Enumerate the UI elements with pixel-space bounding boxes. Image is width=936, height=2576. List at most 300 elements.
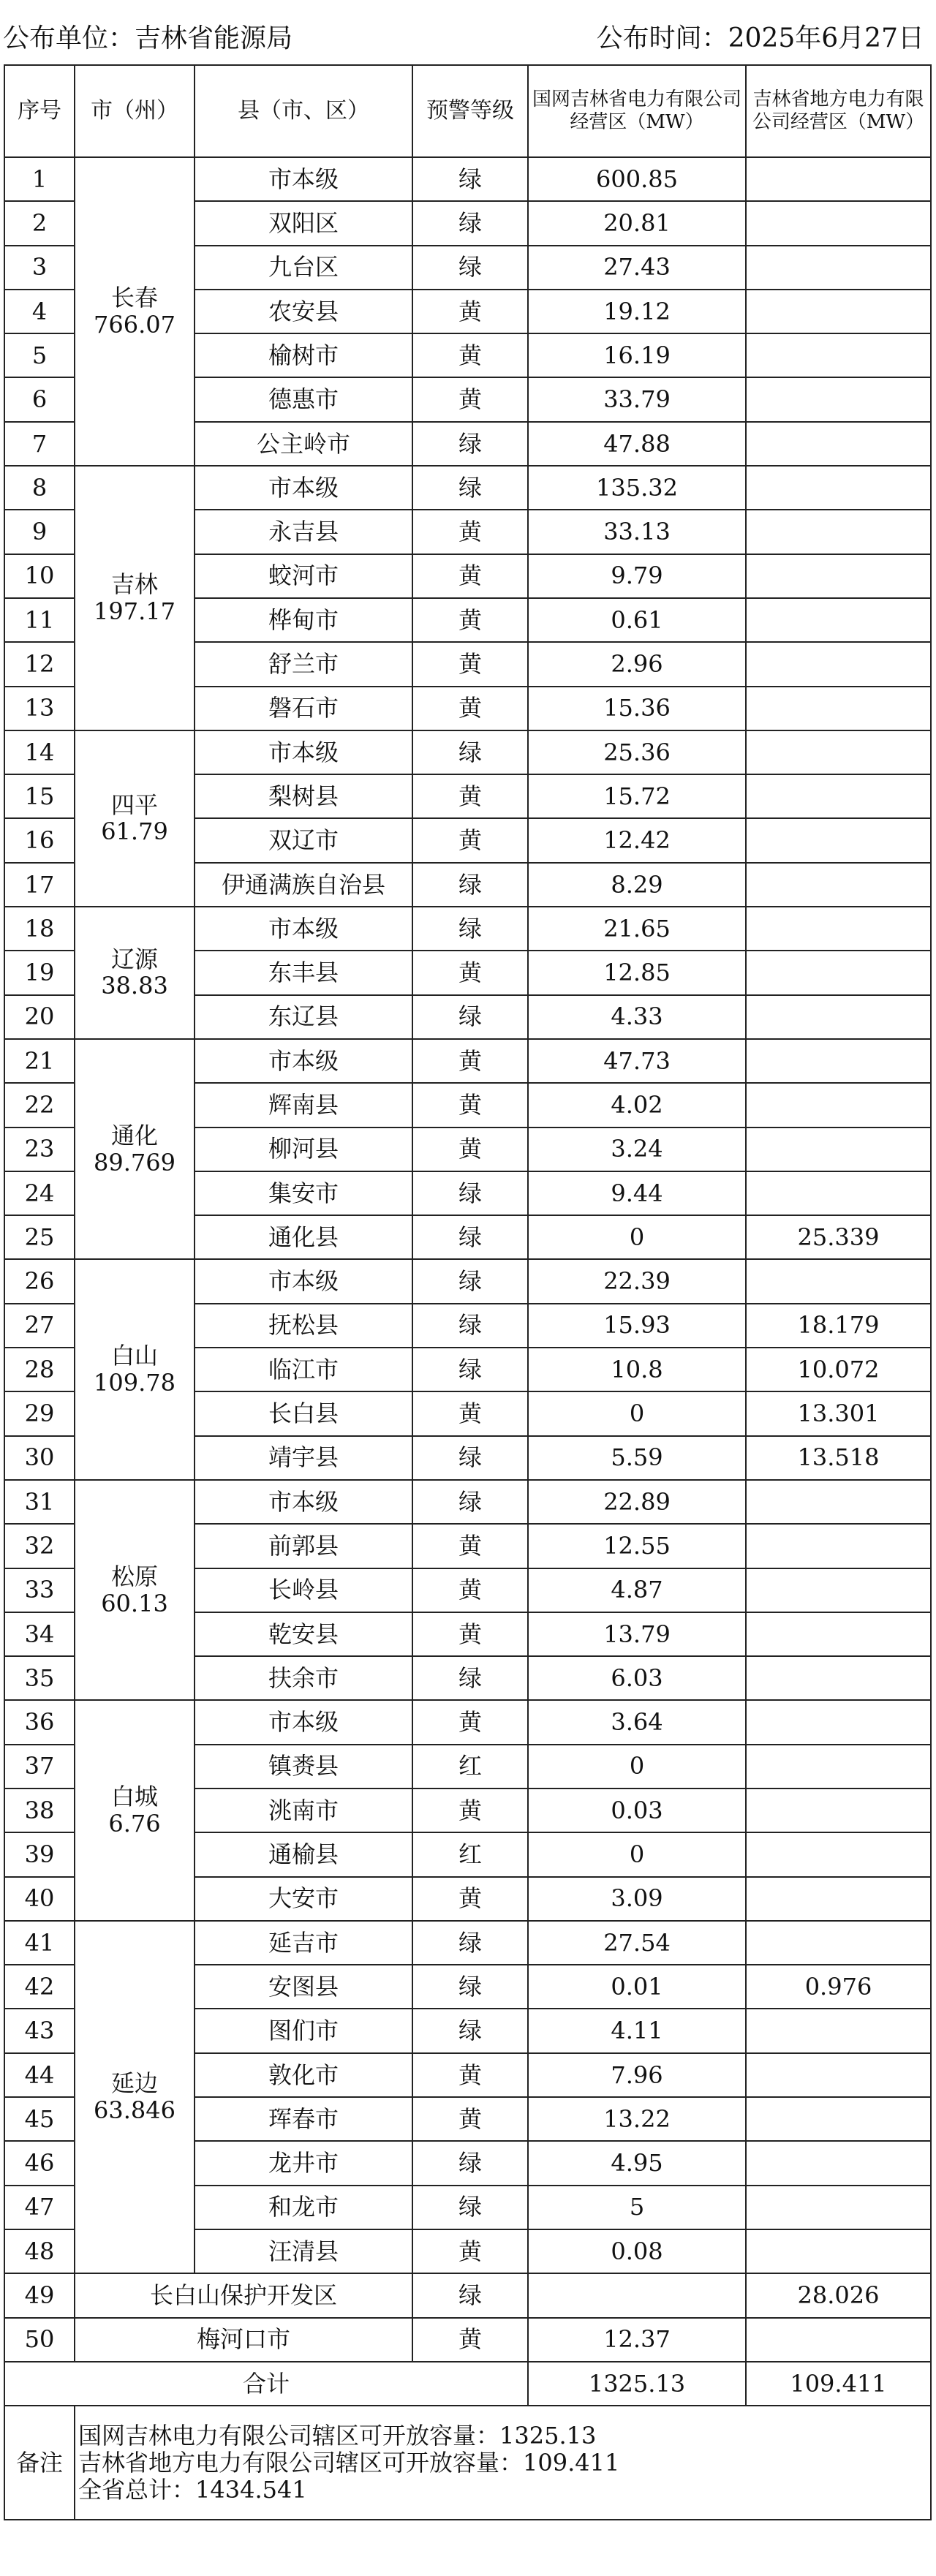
county-name: 伊通满族自治县 — [195, 863, 412, 907]
row-seq: 35 — [4, 1656, 75, 1700]
row-seq: 29 — [4, 1391, 75, 1435]
row-seq: 16 — [4, 818, 75, 862]
table-row — [4, 466, 931, 510]
local-grid-capacity: 10.072 — [746, 1348, 931, 1391]
district-name: 长白山保护开发区 — [75, 2273, 412, 2317]
row-seq: 1 — [4, 157, 75, 201]
local-grid-capacity — [746, 2097, 931, 2141]
county-name: 龙井市 — [195, 2141, 412, 2185]
row-seq: 17 — [4, 863, 75, 907]
county-name: 舒兰市 — [195, 642, 412, 686]
county-name: 汪清县 — [195, 2229, 412, 2273]
city-total: 61.79 — [101, 817, 168, 846]
city-cell — [75, 1259, 195, 1479]
total-label: 合计 — [4, 2362, 528, 2406]
row-seq: 22 — [4, 1083, 75, 1127]
state-grid-capacity: 47.88 — [528, 422, 746, 466]
local-grid-capacity — [746, 1789, 931, 1832]
local-grid-capacity — [746, 1877, 931, 1921]
table-row — [4, 1700, 931, 1744]
warning-level: 黄 — [412, 1612, 528, 1656]
city-cell — [75, 730, 195, 907]
local-grid-capacity — [746, 2229, 931, 2273]
row-seq: 26 — [4, 1259, 75, 1303]
notes-row — [4, 2406, 931, 2520]
row-seq: 45 — [4, 2097, 75, 2141]
county-name: 镇赉县 — [195, 1745, 412, 1789]
row-seq: 14 — [4, 730, 75, 774]
county-name: 延吉市 — [195, 1921, 412, 1965]
state-grid-capacity: 15.36 — [528, 687, 746, 730]
local-grid-capacity — [746, 863, 931, 907]
warning-level: 绿 — [412, 1215, 528, 1259]
city-cell — [75, 907, 195, 1039]
warning-level: 黄 — [412, 2318, 528, 2362]
county-name: 德惠市 — [195, 377, 412, 421]
warning-level: 绿 — [412, 1171, 528, 1215]
local-grid-capacity — [746, 1568, 931, 1612]
warning-level: 绿 — [412, 1965, 528, 2009]
row-seq: 47 — [4, 2186, 75, 2229]
row-seq: 21 — [4, 1039, 75, 1083]
local-grid-capacity — [746, 687, 931, 730]
row-seq: 24 — [4, 1171, 75, 1215]
table-header-row — [4, 65, 931, 157]
county-name: 市本级 — [195, 730, 412, 774]
county-name: 长岭县 — [195, 1568, 412, 1612]
county-name: 双辽市 — [195, 818, 412, 862]
warning-level: 黄 — [412, 687, 528, 730]
warning-level: 绿 — [412, 1259, 528, 1303]
county-name: 桦甸市 — [195, 598, 412, 642]
local-grid-capacity: 0.976 — [746, 1965, 931, 2009]
county-name: 蛟河市 — [195, 554, 412, 598]
local-grid-capacity — [746, 2053, 931, 2097]
city-cell — [75, 157, 195, 466]
state-grid-capacity: 6.03 — [528, 1656, 746, 1700]
state-grid-capacity: 4.87 — [528, 1568, 746, 1612]
state-grid-capacity: 0.08 — [528, 2229, 746, 2273]
warning-level: 绿 — [412, 157, 528, 201]
city-name: 通化 — [110, 1121, 158, 1149]
row-seq: 46 — [4, 2141, 75, 2185]
warning-level: 绿 — [412, 2186, 528, 2229]
county-name: 安图县 — [195, 1965, 412, 2009]
county-name: 东辽县 — [195, 995, 412, 1039]
state-grid-capacity: 22.89 — [528, 1480, 746, 1524]
local-grid-capacity — [746, 1480, 931, 1524]
row-seq: 33 — [4, 1568, 75, 1612]
warning-level: 绿 — [412, 1480, 528, 1524]
warning-level: 红 — [412, 1745, 528, 1789]
row-seq: 44 — [4, 2053, 75, 2097]
local-grid-capacity: 18.179 — [746, 1304, 931, 1348]
row-seq: 20 — [4, 995, 75, 1039]
state-grid-capacity: 12.37 — [528, 2318, 746, 2362]
warning-level: 黄 — [412, 510, 528, 554]
table-row — [4, 2318, 931, 2362]
warning-level: 绿 — [412, 863, 528, 907]
state-grid-capacity: 600.85 — [528, 157, 746, 201]
city-name: 白山 — [110, 1342, 158, 1370]
state-grid-capacity: 22.39 — [528, 1259, 746, 1303]
table-row — [4, 2273, 931, 2317]
row-seq: 49 — [4, 2273, 75, 2317]
city-cell — [75, 1039, 195, 1259]
local-grid-capacity: 13.301 — [746, 1391, 931, 1435]
warning-level: 绿 — [412, 2141, 528, 2185]
warning-level: 绿 — [412, 466, 528, 510]
local-grid-capacity — [746, 730, 931, 774]
state-grid-capacity: 135.32 — [528, 466, 746, 510]
state-grid-capacity: 0 — [528, 1215, 746, 1259]
city-total: 197.17 — [94, 597, 176, 625]
city-name: 松原 — [110, 1562, 158, 1590]
county-name: 双阳区 — [195, 201, 412, 245]
county-name: 通化县 — [195, 1215, 412, 1259]
county-name: 通榆县 — [195, 1832, 412, 1876]
county-name: 市本级 — [195, 1259, 412, 1303]
notes-label: 备注 — [4, 2406, 75, 2520]
warning-level: 黄 — [412, 290, 528, 333]
state-grid-capacity: 9.44 — [528, 1171, 746, 1215]
state-grid-capacity: 0 — [528, 1745, 746, 1789]
row-seq: 38 — [4, 1789, 75, 1832]
row-seq: 40 — [4, 1877, 75, 1921]
row-seq: 34 — [4, 1612, 75, 1656]
local-grid-capacity: 28.026 — [746, 2273, 931, 2317]
county-name: 长白县 — [195, 1391, 412, 1435]
row-seq: 8 — [4, 466, 75, 510]
col-header-level: 预警等级 — [412, 65, 528, 157]
state-grid-capacity: 33.79 — [528, 377, 746, 421]
row-seq: 13 — [4, 687, 75, 730]
local-grid-capacity — [746, 510, 931, 554]
state-grid-capacity: 9.79 — [528, 554, 746, 598]
county-name: 前郭县 — [195, 1524, 412, 1568]
county-name: 图们市 — [195, 2009, 412, 2052]
city-name: 延边 — [110, 2069, 158, 2098]
local-grid-capacity — [746, 1259, 931, 1303]
local-grid-capacity — [746, 377, 931, 421]
local-grid-capacity — [746, 2186, 931, 2229]
local-grid-capacity — [746, 951, 931, 994]
local-grid-capacity — [746, 2141, 931, 2185]
county-name: 大安市 — [195, 1877, 412, 1921]
table-row — [4, 1039, 931, 1083]
state-grid-capacity: 10.8 — [528, 1348, 746, 1391]
warning-level: 黄 — [412, 951, 528, 994]
warning-level: 绿 — [412, 907, 528, 951]
city-name: 四平 — [110, 790, 158, 819]
local-grid-capacity — [746, 1128, 931, 1171]
row-seq: 2 — [4, 201, 75, 245]
warning-level: 黄 — [412, 1524, 528, 1568]
county-name: 东丰县 — [195, 951, 412, 994]
state-grid-capacity: 20.81 — [528, 201, 746, 245]
warning-level: 绿 — [412, 201, 528, 245]
local-grid-capacity — [746, 642, 931, 686]
state-grid-capacity: 27.54 — [528, 1921, 746, 1965]
row-seq: 30 — [4, 1436, 75, 1480]
warning-level: 黄 — [412, 598, 528, 642]
state-grid-capacity: 5 — [528, 2186, 746, 2229]
table-body — [4, 157, 931, 2520]
city-cell — [75, 466, 195, 730]
row-seq: 43 — [4, 2009, 75, 2052]
local-grid-capacity — [746, 1656, 931, 1700]
county-name: 市本级 — [195, 1480, 412, 1524]
local-grid-capacity — [746, 157, 931, 201]
local-grid-capacity — [746, 1921, 931, 1965]
state-grid-capacity: 47.73 — [528, 1039, 746, 1083]
county-name: 洮南市 — [195, 1789, 412, 1832]
warning-level: 黄 — [412, 818, 528, 862]
row-seq: 42 — [4, 1965, 75, 2009]
warning-level: 黄 — [412, 2053, 528, 2097]
row-seq: 3 — [4, 246, 75, 290]
row-seq: 4 — [4, 290, 75, 333]
warning-level: 绿 — [412, 2009, 528, 2052]
state-grid-capacity: 0.01 — [528, 1965, 746, 2009]
county-name: 梨树县 — [195, 774, 412, 818]
row-seq: 27 — [4, 1304, 75, 1348]
table-row — [4, 1259, 931, 1303]
col-header-state-grid: 国网吉林省电力有限公司经营区（MW） — [528, 65, 746, 157]
warning-level: 绿 — [412, 1304, 528, 1348]
state-grid-capacity: 21.65 — [528, 907, 746, 951]
state-grid-capacity: 16.19 — [528, 333, 746, 377]
warning-level: 绿 — [412, 2273, 528, 2317]
row-seq: 23 — [4, 1128, 75, 1171]
local-grid-capacity — [746, 1171, 931, 1215]
state-grid-capacity: 3.64 — [528, 1700, 746, 1744]
county-name: 抚松县 — [195, 1304, 412, 1348]
county-name: 临江市 — [195, 1348, 412, 1391]
state-grid-capacity: 13.79 — [528, 1612, 746, 1656]
row-seq: 48 — [4, 2229, 75, 2273]
county-name: 敦化市 — [195, 2053, 412, 2097]
warning-level: 黄 — [412, 642, 528, 686]
county-name: 市本级 — [195, 1039, 412, 1083]
state-grid-capacity: 7.96 — [528, 2053, 746, 2097]
notes-line: 全省总计：1434.541 — [78, 2475, 307, 2504]
row-seq: 5 — [4, 333, 75, 377]
city-name: 白城 — [110, 1783, 158, 1811]
local-grid-capacity: 13.518 — [746, 1436, 931, 1480]
row-seq: 37 — [4, 1745, 75, 1789]
county-name: 公主岭市 — [195, 422, 412, 466]
local-grid-capacity: 25.339 — [746, 1215, 931, 1259]
local-grid-capacity — [746, 598, 931, 642]
row-seq: 31 — [4, 1480, 75, 1524]
county-name: 和龙市 — [195, 2186, 412, 2229]
state-grid-capacity: 4.02 — [528, 1083, 746, 1127]
warning-level: 黄 — [412, 1039, 528, 1083]
warning-level: 绿 — [412, 995, 528, 1039]
city-name: 吉林 — [110, 570, 158, 599]
state-grid-capacity: 25.36 — [528, 730, 746, 774]
county-name: 市本级 — [195, 1700, 412, 1744]
row-seq: 10 — [4, 554, 75, 598]
total-row — [4, 2362, 931, 2406]
local-grid-capacity — [746, 995, 931, 1039]
county-name: 乾安县 — [195, 1612, 412, 1656]
local-grid-capacity — [746, 818, 931, 862]
warning-level: 绿 — [412, 1921, 528, 1965]
row-seq: 32 — [4, 1524, 75, 1568]
city-cell — [75, 1480, 195, 1700]
local-grid-capacity — [746, 333, 931, 377]
warning-level: 黄 — [412, 1568, 528, 1612]
warning-level: 绿 — [412, 246, 528, 290]
warning-level: 绿 — [412, 730, 528, 774]
local-grid-capacity — [746, 1083, 931, 1127]
local-grid-capacity — [746, 554, 931, 598]
county-name: 永吉县 — [195, 510, 412, 554]
local-grid-capacity — [746, 246, 931, 290]
col-header-local-grid: 吉林省地方电力有限公司经营区（MW） — [746, 65, 931, 157]
state-grid-capacity: 27.43 — [528, 246, 746, 290]
local-grid-capacity — [746, 1832, 931, 1876]
row-seq: 25 — [4, 1215, 75, 1259]
state-grid-capacity: 33.13 — [528, 510, 746, 554]
publisher-label: 公布单位：吉林省能源局 — [3, 23, 293, 53]
local-grid-capacity — [746, 1612, 931, 1656]
local-grid-capacity — [746, 2009, 931, 2052]
table-row — [4, 157, 931, 201]
state-grid-capacity: 3.24 — [528, 1128, 746, 1171]
state-grid-capacity: 13.22 — [528, 2097, 746, 2141]
county-name: 磐石市 — [195, 687, 412, 730]
state-grid-capacity: 4.11 — [528, 2009, 746, 2052]
city-cell — [75, 1921, 195, 2273]
row-seq: 7 — [4, 422, 75, 466]
col-header-seq: 序号 — [4, 65, 75, 157]
state-grid-capacity: 4.95 — [528, 2141, 746, 2185]
row-seq: 11 — [4, 598, 75, 642]
state-grid-capacity — [528, 2273, 746, 2317]
warning-level: 黄 — [412, 1877, 528, 1921]
state-grid-capacity: 2.96 — [528, 642, 746, 686]
warning-level: 黄 — [412, 1700, 528, 1744]
state-grid-capacity: 5.59 — [528, 1436, 746, 1480]
state-grid-capacity: 0.03 — [528, 1789, 746, 1832]
warning-level: 黄 — [412, 1083, 528, 1127]
row-seq: 12 — [4, 642, 75, 686]
notes-body — [75, 2406, 931, 2520]
local-grid-capacity — [746, 1700, 931, 1744]
document-header — [0, 0, 936, 56]
warning-level: 黄 — [412, 774, 528, 818]
city-cell — [75, 1700, 195, 1920]
city-total: 60.13 — [101, 1589, 168, 1617]
row-seq: 39 — [4, 1832, 75, 1876]
row-seq: 19 — [4, 951, 75, 994]
local-grid-capacity — [746, 422, 931, 466]
warning-level: 黄 — [412, 377, 528, 421]
warning-level: 黄 — [412, 554, 528, 598]
capacity-table — [4, 64, 932, 2520]
local-grid-capacity — [746, 2318, 931, 2362]
city-name: 长春 — [110, 284, 158, 312]
state-grid-capacity: 4.33 — [528, 995, 746, 1039]
local-grid-capacity — [746, 1039, 931, 1083]
local-grid-capacity — [746, 1524, 931, 1568]
state-grid-capacity: 12.42 — [528, 818, 746, 862]
row-seq: 18 — [4, 907, 75, 951]
warning-level: 黄 — [412, 2097, 528, 2141]
district-name: 梅河口市 — [75, 2318, 412, 2362]
publish-time-label: 公布时间：2025年6月27日 — [596, 23, 924, 53]
county-name: 辉南县 — [195, 1083, 412, 1127]
city-total: 6.76 — [108, 1810, 161, 1838]
city-name: 辽源 — [110, 945, 158, 973]
local-grid-capacity — [746, 466, 931, 510]
row-seq: 36 — [4, 1700, 75, 1744]
warning-level: 黄 — [412, 1789, 528, 1832]
state-grid-capacity: 0 — [528, 1832, 746, 1876]
table-row — [4, 1480, 931, 1524]
row-seq: 50 — [4, 2318, 75, 2362]
city-total: 89.769 — [94, 1148, 176, 1176]
local-grid-capacity — [746, 290, 931, 333]
local-grid-capacity — [746, 774, 931, 818]
city-total: 63.846 — [94, 2096, 176, 2125]
local-grid-capacity — [746, 201, 931, 245]
total-state-grid: 1325.13 — [528, 2362, 746, 2406]
state-grid-capacity: 15.93 — [528, 1304, 746, 1348]
county-name: 市本级 — [195, 157, 412, 201]
state-grid-capacity: 0.61 — [528, 598, 746, 642]
warning-level: 黄 — [412, 333, 528, 377]
county-name: 珲春市 — [195, 2097, 412, 2141]
state-grid-capacity: 12.55 — [528, 1524, 746, 1568]
county-name: 集安市 — [195, 1171, 412, 1215]
col-header-county: 县（市、区） — [195, 65, 412, 157]
warning-level: 绿 — [412, 1436, 528, 1480]
local-grid-capacity — [746, 1745, 931, 1789]
row-seq: 9 — [4, 510, 75, 554]
city-total: 766.07 — [94, 311, 176, 339]
city-total: 109.78 — [94, 1369, 176, 1397]
county-name: 市本级 — [195, 466, 412, 510]
table-row — [4, 907, 931, 951]
state-grid-capacity: 12.85 — [528, 951, 746, 994]
state-grid-capacity: 0 — [528, 1391, 746, 1435]
warning-level: 黄 — [412, 1391, 528, 1435]
county-name: 九台区 — [195, 246, 412, 290]
col-header-city: 市（州） — [75, 65, 195, 157]
county-name: 市本级 — [195, 907, 412, 951]
total-local-grid: 109.411 — [746, 2362, 931, 2406]
row-seq: 15 — [4, 774, 75, 818]
warning-level: 绿 — [412, 1348, 528, 1391]
warning-level: 黄 — [412, 1128, 528, 1171]
warning-level: 绿 — [412, 1656, 528, 1700]
state-grid-capacity: 8.29 — [528, 863, 746, 907]
local-grid-capacity — [746, 907, 931, 951]
county-name: 柳河县 — [195, 1128, 412, 1171]
warning-level: 黄 — [412, 2229, 528, 2273]
state-grid-capacity: 3.09 — [528, 1877, 746, 1921]
row-seq: 6 — [4, 377, 75, 421]
table-row — [4, 1921, 931, 1965]
county-name: 扶余市 — [195, 1656, 412, 1700]
row-seq: 28 — [4, 1348, 75, 1391]
state-grid-capacity: 15.72 — [528, 774, 746, 818]
state-grid-capacity: 19.12 — [528, 290, 746, 333]
